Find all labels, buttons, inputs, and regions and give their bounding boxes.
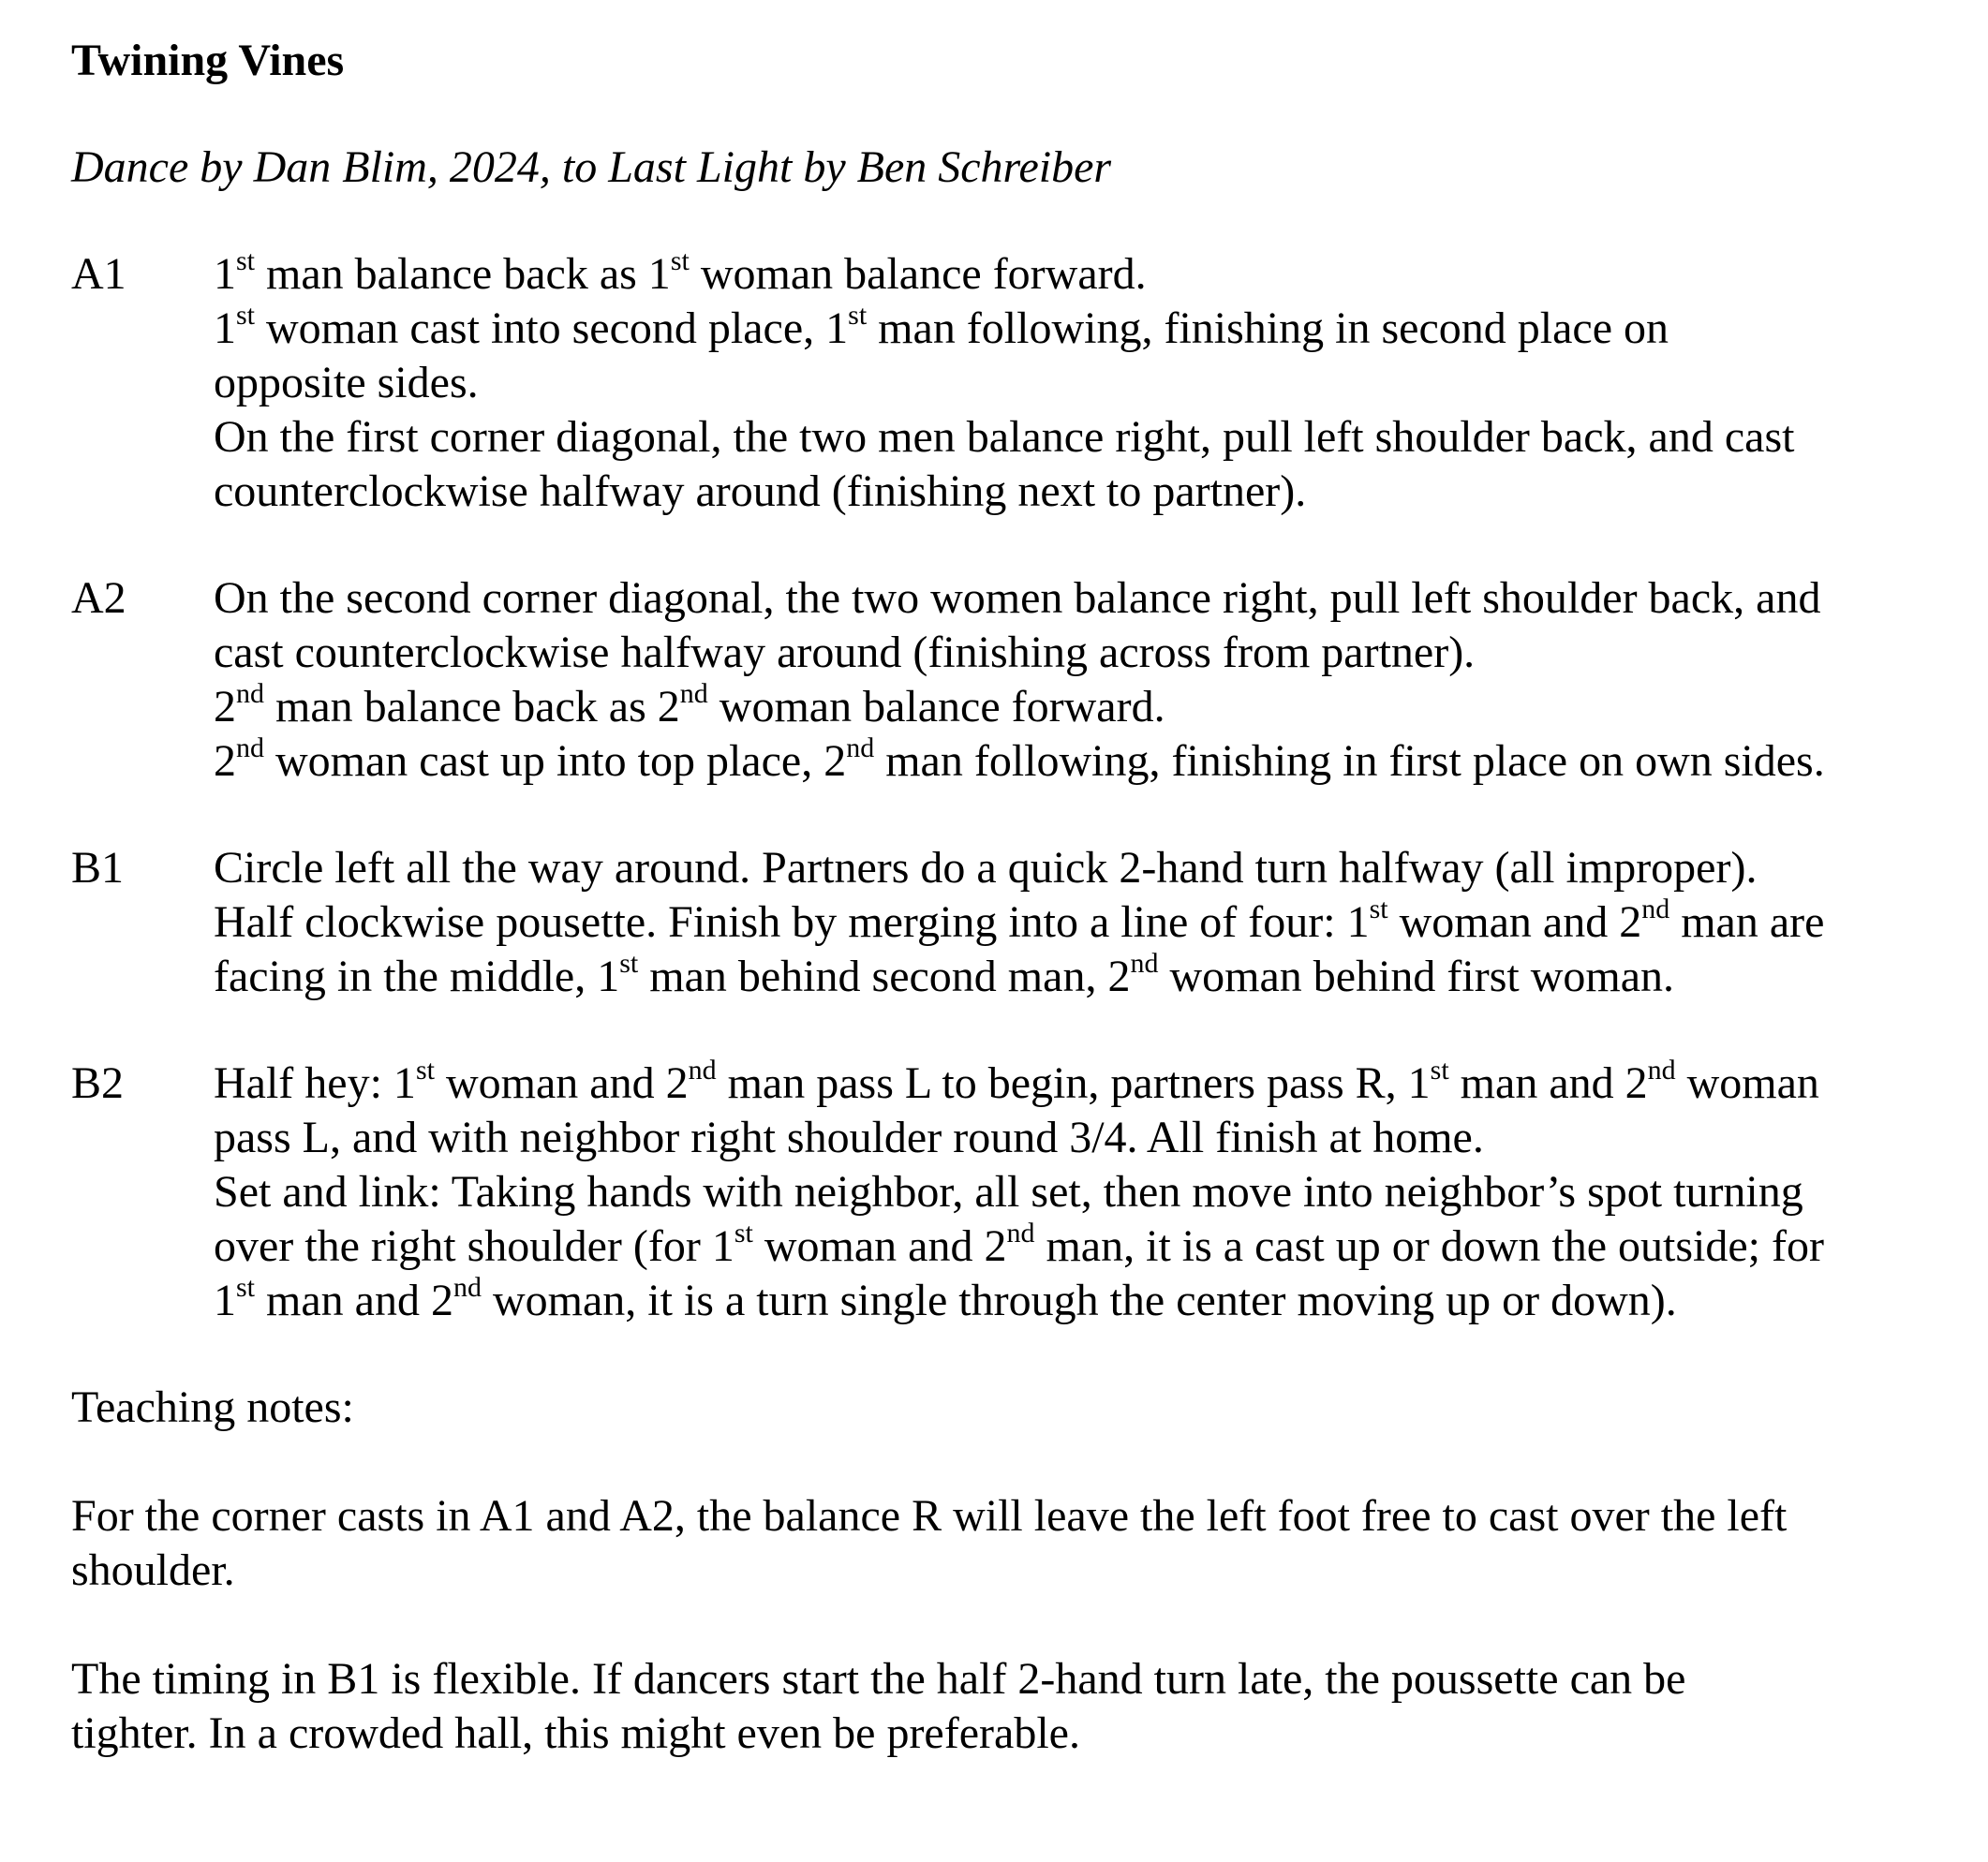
teaching-note-paragraph bbox=[71, 1652, 1936, 1761]
note-line: For the corner casts in A1 and A2, the balance R will leave the left foot free to cast over the left bbox=[71, 1491, 1788, 1541]
ordinal-suffix: st bbox=[1430, 1055, 1449, 1086]
section-line: facing in the middle, 1st man behind second man, 2nd woman behind first woman. bbox=[214, 948, 1675, 1001]
section-line: 1st man and 2nd woman, it is a turn single through the center moving up or down). bbox=[214, 1272, 1677, 1325]
section-line: counterclockwise halfway around (finishing next to partner). bbox=[214, 466, 1307, 516]
ordinal-suffix: nd bbox=[688, 1055, 717, 1086]
section-line: over the right shoulder (for 1st woman and 2nd man, it is a cast up or down the outside; for bbox=[214, 1218, 1824, 1271]
ordinal-suffix: nd bbox=[1006, 1218, 1035, 1249]
section-label: A2 bbox=[71, 573, 126, 623]
ordinal-suffix: st bbox=[670, 245, 690, 276]
dance-sections bbox=[71, 247, 1936, 1328]
ordinal-suffix: nd bbox=[1647, 1055, 1676, 1086]
ordinal-suffix: nd bbox=[1641, 894, 1670, 924]
ordinal-suffix: nd bbox=[846, 732, 875, 763]
section-label: B1 bbox=[71, 843, 125, 893]
section-b2 bbox=[71, 1057, 1936, 1328]
note-line: The timing in B1 is flexible. If dancers start the half 2-hand turn late, the poussette can be bbox=[71, 1654, 1686, 1704]
ordinal-suffix: st bbox=[619, 948, 639, 979]
ordinal-suffix: st bbox=[848, 300, 868, 331]
ordinal-suffix: nd bbox=[452, 1272, 482, 1303]
document-page bbox=[71, 34, 1936, 1761]
section-line: Circle left all the way around. Partners do a quick 2-hand turn halfway (all improper). bbox=[214, 843, 1758, 893]
teaching-notes-heading: Teaching notes: bbox=[71, 1382, 354, 1432]
section-line: On the first corner diagonal, the two men balance right, pull left shoulder back, and cast bbox=[214, 412, 1795, 462]
section-line: 2nd woman cast up into top place, 2nd man following, finishing in first place on own sides. bbox=[214, 732, 1825, 786]
section-line: On the second corner diagonal, the two women balance right, pull left shoulder back, and bbox=[214, 573, 1821, 623]
ordinal-suffix: nd bbox=[1130, 948, 1159, 979]
section-body bbox=[214, 571, 1936, 789]
section-a2 bbox=[71, 571, 1936, 789]
ordinal-suffix: nd bbox=[679, 678, 708, 709]
ordinal-suffix: st bbox=[734, 1218, 753, 1249]
ordinal-suffix: st bbox=[236, 245, 256, 276]
section-line: opposite sides. bbox=[214, 358, 479, 407]
note-line: shoulder. bbox=[71, 1545, 235, 1595]
section-line: 2nd man balance back as 2nd woman balance forward. bbox=[214, 678, 1165, 732]
section-line: Half hey: 1st woman and 2nd man pass L to begin, partners pass R, 1st man and 2nd woman bbox=[214, 1055, 1819, 1108]
teaching-notes bbox=[71, 1489, 1936, 1761]
ordinal-suffix: nd bbox=[236, 732, 264, 763]
ordinal-suffix: st bbox=[236, 1272, 256, 1303]
section-body bbox=[214, 1057, 1936, 1328]
section-line: 1st woman cast into second place, 1st man following, finishing in second place on bbox=[214, 300, 1669, 353]
dance-credits: Dance by Dan Blim, 2024, to Last Light by Ben Schreiber bbox=[71, 142, 1112, 192]
section-line: 1st man balance back as 1st woman balance forward. bbox=[214, 245, 1147, 299]
section-line: cast counterclockwise halfway around (finishing across from partner). bbox=[214, 628, 1476, 677]
ordinal-suffix: nd bbox=[236, 678, 264, 709]
note-line: tighter. In a crowded hall, this might even be preferable. bbox=[71, 1708, 1080, 1758]
teaching-note-paragraph bbox=[71, 1489, 1936, 1598]
section-line: Half clockwise pousette. Finish by merging into a line of four: 1st woman and 2nd man are bbox=[214, 894, 1825, 947]
section-a1 bbox=[71, 247, 1936, 519]
section-body bbox=[214, 841, 1936, 1004]
ordinal-suffix: st bbox=[415, 1055, 435, 1086]
ordinal-suffix: st bbox=[1369, 894, 1388, 924]
section-label: B2 bbox=[71, 1058, 125, 1108]
section-b1 bbox=[71, 841, 1936, 1004]
section-line: Set and link: Taking hands with neighbor, all set, then move into neighbor’s spot turning bbox=[214, 1167, 1803, 1217]
section-label: A1 bbox=[71, 249, 126, 299]
section-body bbox=[214, 247, 1936, 519]
dance-title: Twining Vines bbox=[71, 36, 345, 85]
section-line: pass L, and with neighbor right shoulder round 3/4. All finish at home. bbox=[214, 1113, 1484, 1162]
ordinal-suffix: st bbox=[236, 300, 256, 331]
